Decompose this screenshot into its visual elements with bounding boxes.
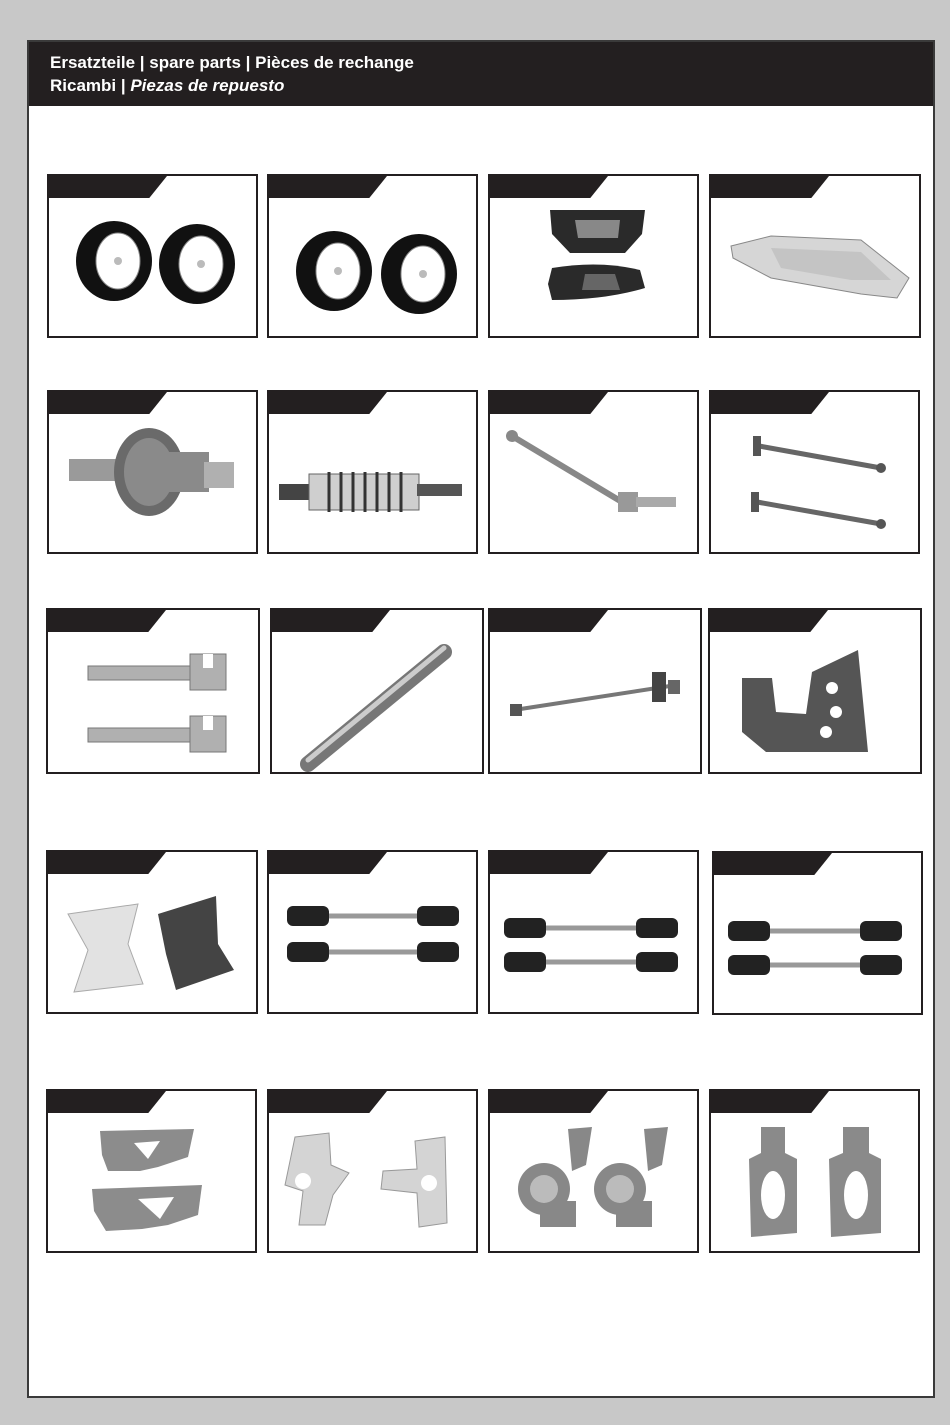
motor-mount-icon (710, 632, 920, 774)
differential-icon (49, 414, 256, 554)
part-box-17[interactable] (46, 1089, 257, 1253)
shock-absorber-icon (269, 414, 476, 554)
part-tag (49, 176, 167, 198)
part-box-5[interactable] (47, 390, 258, 554)
part-box-14[interactable] (267, 850, 478, 1014)
part-box-9[interactable] (46, 608, 260, 774)
drive-shafts-icon (711, 414, 918, 554)
header-title-line1: Ersatzteile | spare parts | Pièces de rechange (50, 53, 414, 72)
c-hubs-icon (711, 1113, 918, 1253)
part-tag (272, 610, 390, 632)
part-tag (269, 1091, 387, 1113)
part-box-10[interactable] (270, 608, 484, 774)
part-box-1[interactable] (47, 174, 258, 338)
section-header (29, 42, 933, 106)
turnbuckle-links-icon (714, 875, 921, 1015)
part-tag (490, 610, 608, 632)
shock-towers-icon (48, 874, 256, 1014)
part-tag (48, 1091, 166, 1113)
part-box-8[interactable] (709, 390, 920, 554)
part-tag (490, 392, 608, 414)
part-box-7[interactable] (488, 390, 699, 554)
part-tag (48, 610, 166, 632)
part-tag (711, 392, 829, 414)
turnbuckle-links-icon (269, 874, 476, 1014)
part-tag (490, 1091, 608, 1113)
part-box-18[interactable] (267, 1089, 478, 1253)
part-tag (711, 1091, 829, 1113)
part-tag (490, 852, 608, 874)
part-tag (49, 392, 167, 414)
part-box-3[interactable] (488, 174, 699, 338)
part-tag (269, 176, 387, 198)
body-shell-icon (490, 198, 697, 338)
steering-knuckles-icon (490, 1113, 697, 1253)
header-title-line2-italic: Piezas de repuesto (130, 76, 285, 95)
part-tag (710, 610, 828, 632)
steering-blocks-icon (269, 1113, 476, 1253)
turnbuckle-links-icon (490, 874, 697, 1014)
part-tag (711, 176, 829, 198)
tube-shaft-icon (272, 632, 482, 774)
part-tag (269, 392, 387, 414)
part-box-13[interactable] (46, 850, 258, 1014)
chassis-plate-icon (711, 198, 919, 338)
part-box-12[interactable] (708, 608, 922, 774)
part-tag (714, 853, 832, 875)
part-tag (490, 176, 608, 198)
suspension-arms-icon (48, 1113, 255, 1253)
header-title-line2 (50, 75, 284, 97)
part-box-15[interactable] (488, 850, 699, 1014)
part-tag (269, 852, 387, 874)
part-box-20[interactable] (709, 1089, 920, 1253)
header-title-line2-regular: Ricambi | (50, 76, 131, 95)
diff-outdrive-cups-icon (48, 632, 258, 774)
wheel-pair-icon (49, 198, 256, 338)
part-tag (48, 852, 166, 874)
part-box-2[interactable] (267, 174, 478, 338)
part-box-11[interactable] (488, 608, 702, 774)
dogbone-driveshaft-icon (490, 414, 697, 554)
wheel-pair-icon (269, 198, 476, 338)
part-box-4[interactable] (709, 174, 921, 338)
center-driveshaft-icon (490, 632, 700, 774)
part-box-16[interactable] (712, 851, 923, 1015)
part-box-19[interactable] (488, 1089, 699, 1253)
part-box-6[interactable] (267, 390, 478, 554)
